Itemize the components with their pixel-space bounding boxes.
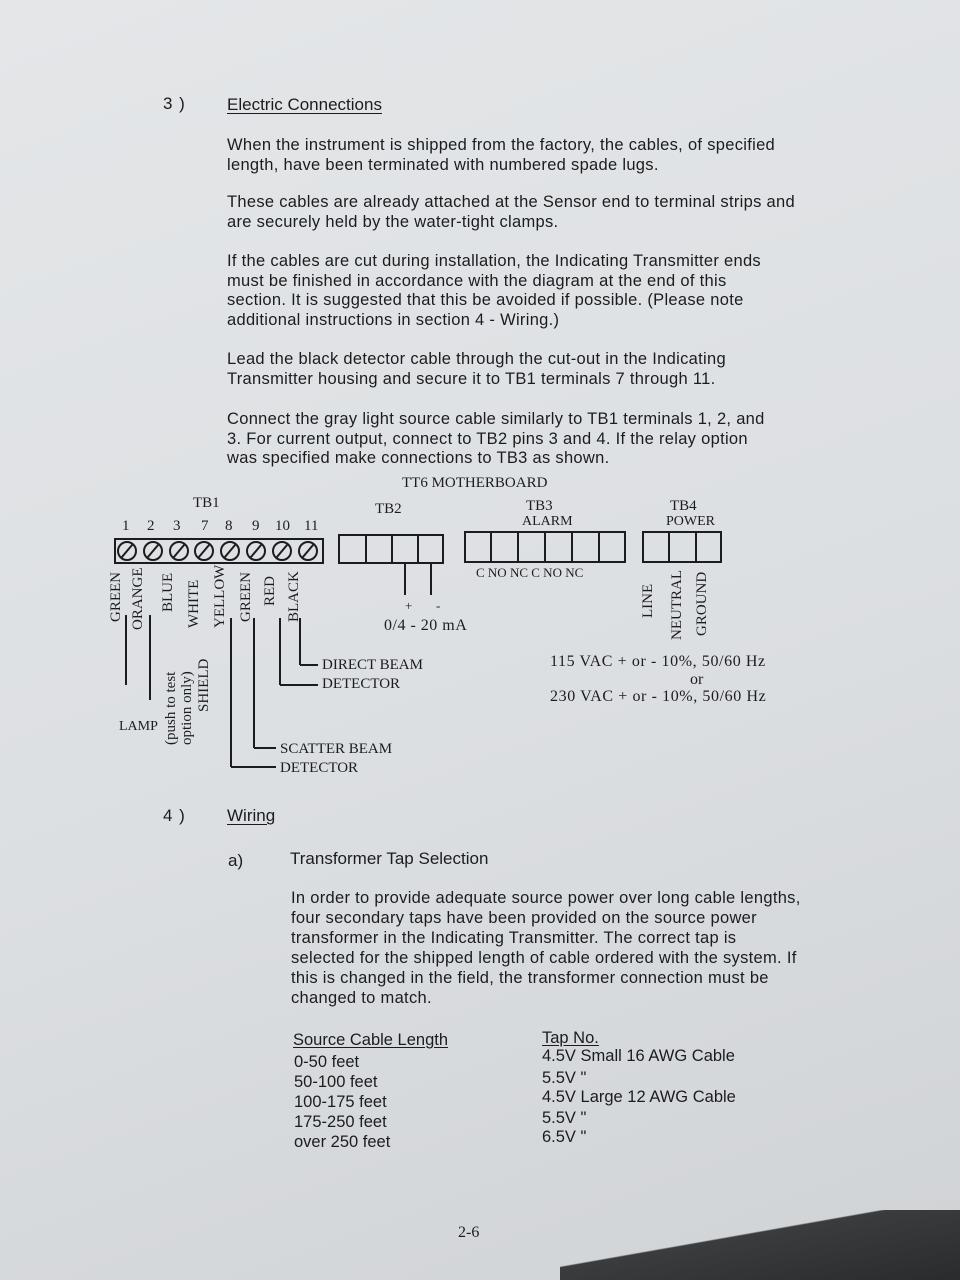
table-row: 4.5V Large 12 AWG Cable <box>542 1088 736 1106</box>
tb1-terminal-number: 1 <box>122 518 130 534</box>
tb3-alarm-label: ALARM <box>522 514 573 529</box>
section-3-title: Electric Connections <box>227 95 382 114</box>
table-row: 0-50 feet <box>294 1053 360 1071</box>
scatter-beam-detector-label: DETECTOR <box>280 760 359 776</box>
paragraph-1 <box>227 136 775 175</box>
motherboard-label: TT6 MOTHERBOARD <box>402 475 548 491</box>
tb3-pin-labels: C NO NC C NO NC <box>476 565 584 580</box>
paragraph-line: 3. For current output, connect to TB2 pins 3 and 4. If the relay option <box>227 429 748 448</box>
paragraph-2 <box>227 193 795 232</box>
push-to-test-note: (push to test <box>163 671 179 745</box>
table-row: over 250 feet <box>294 1133 391 1151</box>
diagram-lines <box>100 470 860 790</box>
subsection-a-title: Transformer Tap Selection <box>290 849 489 868</box>
paragraph-line: Connect the gray light source cable similarly to TB1 terminals 1, 2, and <box>227 410 765 428</box>
transformer-paragraph <box>291 888 801 1008</box>
paragraph-line: additional instructions in section 4 - Wiring.) <box>227 310 560 329</box>
tb3-label: TB3 <box>526 498 553 514</box>
paragraph-line: must be finished in accordance with the diagram at the end of this <box>227 271 727 290</box>
wiring-diagram <box>100 470 860 790</box>
paragraph-line: section. It is suggested that this be avoided if possible. (Please note <box>227 291 744 309</box>
tb1-wire-label: BLUE <box>160 572 176 612</box>
paragraph-line: When the instrument is shipped from the factory, the cables, of specified <box>227 136 776 154</box>
paragraph-line: was specified make connections to TB3 as shown. <box>227 449 610 467</box>
tb4-ground-label: GROUND <box>694 571 710 636</box>
subsection-a-label: a) <box>228 851 244 870</box>
tb1-terminal-number: 2 <box>147 518 155 534</box>
paragraph-3 <box>227 252 761 330</box>
paragraph-line: In order to provide adequate source power over long cable lengths, <box>291 889 801 907</box>
tb2-plus: + <box>405 598 413 613</box>
table-header-tap-no: Tap No. <box>542 1029 599 1047</box>
paragraph-line: length, have been terminated with numbered spade lugs. <box>227 155 659 174</box>
tb1-wire-label: GREEN <box>238 572 254 622</box>
table-row: 175-250 feet <box>294 1113 387 1131</box>
table-row: 50-100 feet <box>294 1073 378 1091</box>
paragraph-line: transformer in the Indicating Transmitter. The correct tap is <box>291 929 737 947</box>
paragraph-line: selected for the shipped length of cable ordered with the system. If <box>291 949 797 967</box>
tb1-wire-label: RED <box>262 576 278 606</box>
power-spec-230: 230 VAC + or - 10%, 50/60 Hz <box>550 688 767 705</box>
paragraph-line: Transmitter housing and secure it to TB1 terminals 7 through 11. <box>227 369 716 388</box>
tb4-power-label: POWER <box>666 514 715 529</box>
tb1-wire-label: WHITE <box>186 579 202 628</box>
tb1-terminal-number: 3 <box>173 518 181 534</box>
scatter-beam-label: SCATTER BEAM <box>280 741 393 757</box>
tb2-range: 0/4 - 20 mA <box>384 617 468 634</box>
tb1-wire-label: BLACK <box>286 571 302 622</box>
power-spec-115: 115 VAC + or - 10%, 50/60 Hz <box>550 653 766 670</box>
paragraph-5 <box>227 410 765 469</box>
tb1-wire-label: YELLOW <box>212 564 228 628</box>
paragraph-line: are securely held by the water-tight clamps. <box>227 212 559 231</box>
tb1-wire-label: GREEN <box>108 572 124 622</box>
tb1-wire-label: ORANGE <box>130 567 146 630</box>
tb1-terminal-number: 9 <box>252 518 260 534</box>
tb1-terminal-number: 7 <box>201 518 209 534</box>
page-number: 2-6 <box>458 1224 480 1241</box>
option-only-note: option only) <box>179 671 195 745</box>
paragraph-line: this is changed in the field, the transformer connection must be <box>291 969 769 987</box>
photo-shadow <box>560 1210 960 1280</box>
paragraph-line: If the cables are cut during installation, the Indicating Transmitter ends <box>227 252 761 270</box>
paragraph-line: Lead the black detector cable through the cut-out in the Indicating <box>227 350 726 368</box>
tb4-neutral-label: NEUTRAL <box>669 570 685 640</box>
tb2-label: TB2 <box>375 501 402 517</box>
tb1-wire-label: SHIELD <box>196 658 212 712</box>
paragraph-line: These cables are already attached at the Sensor end to terminal strips and <box>227 193 795 211</box>
table-row: 5.5V " <box>542 1069 587 1087</box>
table-row: 5.5V " <box>542 1109 587 1127</box>
paragraph-line: changed to match. <box>291 989 432 1007</box>
section-4-title: Wiring <box>227 806 276 825</box>
table-row: 4.5V Small 16 AWG Cable <box>542 1047 735 1065</box>
direct-beam-label: DIRECT BEAM <box>322 657 423 673</box>
table-row: 6.5V " <box>542 1128 587 1146</box>
tb4-line-label: LINE <box>640 583 656 618</box>
section-4-number: 4 ) <box>163 806 186 825</box>
table-row: 100-175 feet <box>294 1093 387 1111</box>
section-3-number: 3 ) <box>163 94 186 113</box>
tb1-label: TB1 <box>193 495 220 511</box>
tb2-minus: - <box>436 598 441 613</box>
tb4-label: TB4 <box>670 498 697 514</box>
paragraph-line: four secondary taps have been provided on the source power <box>291 909 757 927</box>
tb1-terminal-number: 10 <box>275 518 290 534</box>
direct-beam-detector-label: DETECTOR <box>322 676 401 692</box>
tb1-terminal-number: 8 <box>225 518 233 534</box>
power-spec-or: or <box>690 671 704 688</box>
lamp-label: LAMP <box>119 719 158 734</box>
table-header-cable-length: Source Cable Length <box>293 1031 449 1049</box>
tb1-terminal-number: 11 <box>304 518 319 534</box>
paragraph-4 <box>227 350 726 389</box>
